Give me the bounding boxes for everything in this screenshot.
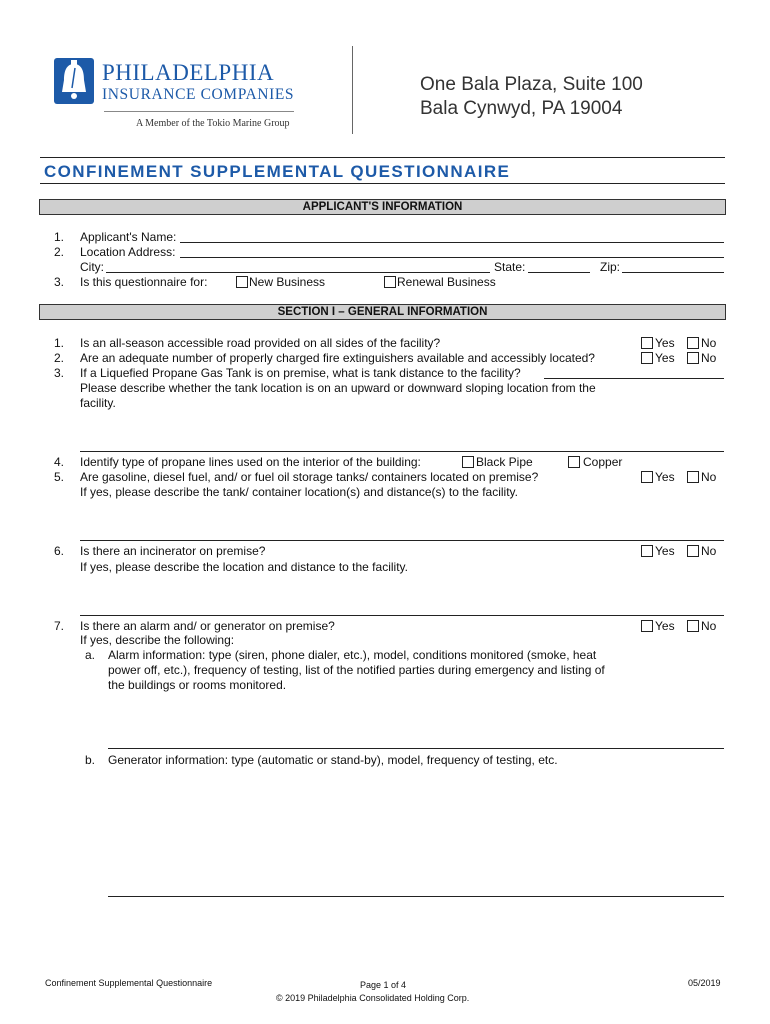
city-field[interactable] <box>106 272 490 273</box>
renewal-business-checkbox[interactable] <box>384 276 396 288</box>
copper-checkbox[interactable] <box>568 456 580 468</box>
liberty-bell-icon <box>54 58 94 104</box>
q6-text: Is there an incinerator on premise? <box>80 544 266 558</box>
city-label: City: <box>80 260 104 274</box>
q5-text: Are gasoline, diesel fuel, and/ or fuel oil storage tanks/ containers located on premise? <box>80 470 539 484</box>
section1-band: SECTION I – GENERAL INFORMATION <box>39 304 726 320</box>
footer-copyright: © 2019 Philadelphia Consolidated Holding Corp. <box>276 993 470 1003</box>
q3-answer-line[interactable] <box>80 451 724 452</box>
applicant-name-field[interactable] <box>180 242 724 243</box>
q1-yes-label: Yes <box>655 336 675 350</box>
state-field[interactable] <box>528 272 590 273</box>
q7a-text-3: the buildings or rooms monitored. <box>108 678 287 692</box>
q5-yes-checkbox[interactable] <box>641 471 653 483</box>
footer-page-number: Page 1 of 4 <box>360 980 407 990</box>
q-number: 7. <box>53 619 64 633</box>
q6-answer-line[interactable] <box>80 615 724 616</box>
q1-no-label: No <box>701 336 717 350</box>
q5-answer-line[interactable] <box>80 540 724 541</box>
state-label: State: <box>494 260 526 274</box>
q7b-text: Generator information: type (automatic or stand-by), model, frequency of testing, etc. <box>108 753 558 767</box>
title-rule-top <box>40 157 725 158</box>
logo-divider <box>104 111 294 112</box>
footer-form-name: Confinement Supplemental Questionnaire <box>45 978 213 988</box>
q6-no-label: No <box>701 544 717 558</box>
black-pipe-label: Black Pipe <box>476 455 533 469</box>
zip-field[interactable] <box>622 272 724 273</box>
q7b-answer-line[interactable] <box>108 896 724 897</box>
q5-no-label: No <box>701 470 717 484</box>
q7-yes-label: Yes <box>655 619 675 633</box>
new-business-label: New Business <box>249 275 326 289</box>
q6-yes-label: Yes <box>655 544 675 558</box>
tagline: A Member of the Tokio Marine Group <box>136 118 290 129</box>
zip-label: Zip: <box>600 260 621 274</box>
q-number: 2. <box>53 245 64 259</box>
company-name: PHILADELPHIA <box>102 60 275 85</box>
q2-no-checkbox[interactable] <box>687 352 699 364</box>
q-number: 3. <box>53 366 64 380</box>
q-number: 1. <box>53 230 64 244</box>
renewal-business-label: Renewal Business <box>397 275 496 289</box>
footer-date: 05/2019 <box>688 978 721 988</box>
q7-yes-checkbox[interactable] <box>641 620 653 632</box>
q3-sub-text-1: Please describe whether the tank location is on an upward or downward sloping location from the <box>80 381 596 395</box>
location-address-label: Location Address: <box>80 245 176 259</box>
header-divider <box>352 46 353 134</box>
applicant-info-band: APPLICANT'S INFORMATION <box>39 199 726 215</box>
q5-yes-label: Yes <box>655 470 675 484</box>
q3-text: If a Liquefied Propane Gas Tank is on premise, what is tank distance to the facility? <box>80 366 521 380</box>
questionnaire-for-label: Is this questionnaire for: <box>80 275 208 289</box>
q5-sub-text: If yes, please describe the tank/ container location(s) and distance(s) to the facility. <box>80 485 518 499</box>
new-business-checkbox[interactable] <box>236 276 248 288</box>
company-subtitle: INSURANCE COMPANIES <box>102 86 295 103</box>
q1-no-checkbox[interactable] <box>687 337 699 349</box>
q7-no-label: No <box>701 619 717 633</box>
q1-text: Is an all-season accessible road provided on all sides of the facility? <box>80 336 441 350</box>
q2-yes-label: Yes <box>655 351 675 365</box>
q7b-letter: b. <box>85 753 96 767</box>
copper-label: Copper <box>583 455 623 469</box>
q4-text: Identify type of propane lines used on the interior of the building: <box>80 455 421 469</box>
q7-sub-text: If yes, describe the following: <box>80 633 235 647</box>
address-line-1: One Bala Plaza, Suite 100 <box>420 74 643 95</box>
q7a-text-2: power off, etc.), frequency of testing, list of the notified parties during emergency and listing of <box>108 663 605 677</box>
location-address-field[interactable] <box>180 257 724 258</box>
q6-yes-checkbox[interactable] <box>641 545 653 557</box>
applicant-name-label: Applicant's Name: <box>80 230 177 244</box>
q2-no-label: No <box>701 351 717 365</box>
q6-no-checkbox[interactable] <box>687 545 699 557</box>
q5-no-checkbox[interactable] <box>687 471 699 483</box>
q6-sub-text: If yes, please describe the location and distance to the facility. <box>80 560 408 574</box>
q1-yes-checkbox[interactable] <box>641 337 653 349</box>
q-number: 3. <box>53 275 64 289</box>
q7-text: Is there an alarm and/ or generator on premise? <box>80 619 335 633</box>
q2-yes-checkbox[interactable] <box>641 352 653 364</box>
q7-no-checkbox[interactable] <box>687 620 699 632</box>
q7a-answer-line[interactable] <box>108 748 724 749</box>
address-line-2: Bala Cynwyd, PA 19004 <box>420 98 623 119</box>
q3-sub-text-2: facility. <box>80 396 116 410</box>
page-title: CONFINEMENT SUPPLEMENTAL QUESTIONNAIRE <box>44 162 511 181</box>
q-number: 2. <box>53 351 64 365</box>
q7a-letter: a. <box>85 648 96 662</box>
q-number: 4. <box>53 455 64 469</box>
black-pipe-checkbox[interactable] <box>462 456 474 468</box>
title-rule-bottom <box>40 183 725 184</box>
q-number: 1. <box>53 336 64 350</box>
q-number: 5. <box>53 470 64 484</box>
q-number: 6. <box>53 544 64 558</box>
q7a-text-1: Alarm information: type (siren, phone dialer, etc.), model, conditions monitored (smoke, heat <box>108 648 597 662</box>
q3-distance-field[interactable] <box>544 378 724 379</box>
q2-text: Are an adequate number of properly charged fire extinguishers available and accessibly located? <box>80 351 595 365</box>
